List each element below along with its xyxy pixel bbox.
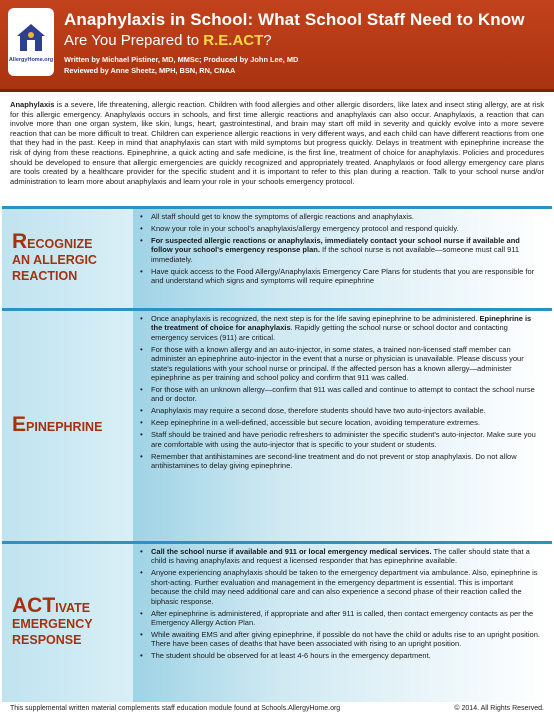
section-content-activate: [133, 544, 548, 702]
bullet-pre: Once anaphylaxis is recognized, the next step is for the life saving epinephrine to be administered.: [151, 314, 480, 323]
section-label-epinephrine: [2, 311, 130, 541]
bullet-bold: For suspected allergic reactions or anaphylaxis, immediately contact your school nurse if available and follow your school's emergency response plan.: [151, 236, 520, 255]
list-item: [145, 267, 542, 286]
page-title: Anaphylaxis in School: What School Staff Need to Know: [64, 10, 525, 29]
section-epinephrine: [2, 308, 552, 541]
bullet-list: [133, 311, 548, 471]
list-item: [145, 314, 542, 342]
label-line3: RESPONSE: [12, 633, 82, 647]
list-item: [145, 547, 542, 566]
section-recognize: [2, 206, 552, 308]
bullet-text: Staff should be trained and have periodic refreshers to administer the specific student's auto-injector. Make sure you are comfortable with using the auto-injector that is specific to your student or students.: [151, 430, 536, 449]
label-rest: IVATE: [55, 601, 91, 615]
list-item: [145, 630, 542, 649]
allergyhome-logo[interactable]: [8, 8, 54, 76]
credit-authors: Written by Michael Pistiner, MD, MMSc; Produced by John Lee, MD: [64, 55, 299, 64]
section-activate: [2, 541, 552, 702]
bullet-text: Know your role in your school's anaphylaxis/allergy emergency protocol and respond quickly.: [151, 224, 459, 233]
bullet-list: [133, 209, 548, 286]
list-item: [145, 212, 542, 221]
credit-reviewer: Reviewed by Anne Sheetz, MPH, BSN, RN, CNAA: [64, 65, 236, 75]
list-item: [145, 651, 542, 660]
label-big-letters: ACT: [12, 594, 56, 617]
bullet-text: Keep epinephrine in a well-defined, accessible but secure location, avoiding temperature extremes.: [151, 418, 480, 428]
footer-note: This supplemental written material complements staff education module found at Schools.AllergyHome.org: [10, 705, 341, 712]
header-banner: [0, 0, 554, 92]
bullet-text: For those with an unknown allergy—confirm that 911 was called and continue to attempt to contact the school nurse and or doctor.: [151, 385, 535, 404]
label-big-letter: R: [12, 229, 28, 253]
logo-text: AllergyHome.org: [8, 57, 54, 63]
bullet-text: Have quick access to the Food Allergy/Anaphylaxis Emergency Care Plans for students that you are responsible for and understand which signs and symptoms will require epinephrine: [151, 266, 535, 286]
bullet-text: After epinephrine is administered, if appropriate and after 911 is called, then contact emergency contacts as per the Emergency Allergy Action Plan.: [151, 608, 534, 628]
bullet-text: For those with a known allergy and an auto-injector, in some states, a trained non-licensed staff member can administer an epinephrine auto-injector in the event that a nurse or physician is unavailable. Please discuss your state's regulations with your school nurse or principal. If the affected person has a known allergy—administer epinephrine as per training and school policy and confirm that 911 was called.: [151, 344, 524, 383]
credits: [64, 55, 298, 76]
label-text-recognize: [12, 229, 97, 284]
section-label-recognize: [2, 209, 130, 308]
bullet-bold: Epinephrine is the treatment of choice for anaphylaxis: [151, 314, 532, 333]
label-rest: ECOGNIZE: [27, 236, 93, 251]
intro-paragraph: [10, 100, 544, 186]
list-item: [145, 345, 542, 383]
page-subtitle: [64, 32, 272, 49]
list-item: [145, 224, 542, 233]
subtitle-prefix: Are You Prepared to: [64, 32, 204, 49]
bullet-text: . Rapidly getting the school nurse or school doctor and contacting emergency services (911) are critical.: [151, 323, 508, 342]
bullet-text: Remember that antihistamines are second-line treatment and do not prevent or stop anaphylaxis. Do not allow antihistamines to delay giving epinephrine.: [151, 451, 517, 471]
bullet-bold: Call the school nurse if available and 911 or local emergency medical services.: [151, 547, 432, 556]
label-line2: AN ALLERGIC: [12, 252, 97, 267]
bullet-text: Anyone experiencing anaphylaxis should be taken to the emergency department via ambulance. Also, epinephrine is short-acting. Further evaluation and management in the emergency department is essential. This is important because the child may need additional care and can also experience a second phase of their reaction called the biphasic response.: [151, 568, 538, 606]
list-item: [145, 609, 542, 628]
bullet-text: The student should be observed for at least 4-6 hours in the emergency department.: [151, 651, 431, 661]
label-line3: REACTION: [12, 268, 78, 283]
footer: [10, 704, 544, 716]
copyright: © 2014. All Rights Reserved.: [454, 705, 544, 712]
section-content-recognize: [133, 209, 548, 308]
list-item: [145, 568, 542, 606]
list-item: [145, 452, 542, 471]
list-item: [145, 406, 542, 415]
intro-text: is a severe, life threatening, allergic reaction. Children with food allergies and other allergic disorders, like latex and insect sting allergy, are at risk for this allergic emergency. Anaphylaxis occurs in schools, and first time allergic reactions and anaphylaxis can also occur. Anaphylaxis, a reaction that can involve more than one organ system, like skin, lungs, heart, gastrointestinal, and brain may start off mild in severity and quickly evolve into a more severe reaction that can be more difficult to treat. Children can experience allergic reactions in very different ways, and each child can have different reactions from one that they had in the past. Keep in mind that anaphylaxis can start with mild symptoms but progress quickly. Delays in treatment with epinephrine increase the risk of dying from these reactions. Epinephrine, a quick acting and safe medicine, is the first line, treatment of choice for anaphylaxis. Policies and procedures should be developed to ensure that allergic emergencies are quickly recognized and appropriately treated. Anaphylaxis or food allergy emergency care plans are tools created by a healthcare provider for the specific student and it is important to refer to this plan during a reaction. Talk to your school nurse and/or administration to learn more about anaphylaxis and learn your role in your schools emergency protocol.: [10, 100, 544, 186]
react-acronym: R.E.ACT: [203, 32, 264, 49]
intro-lead: Anaphylaxis: [10, 100, 55, 109]
section-content-epinephrine: [133, 311, 548, 541]
label-text-activate: [12, 594, 93, 648]
list-item: [145, 418, 542, 427]
bullet-text: Anaphylaxis may require a second dose, therefore students should have two auto-injectors available.: [151, 406, 486, 416]
bullet-text: The caller should state that a child is having anaphylaxis and request a licensed responder that has epinephrine available.: [151, 547, 530, 566]
house-icon: [14, 21, 48, 55]
label-line2: EMERGENCY: [12, 617, 93, 631]
subtitle-suffix: ?: [263, 32, 272, 49]
label-rest: PINEPHRINE: [26, 420, 103, 434]
list-item: [145, 236, 542, 264]
bullet-text: If the school nurse is not available—someone must call 911 immediately.: [151, 245, 520, 264]
label-big-letter: E: [12, 413, 27, 436]
section-label-activate: [2, 544, 130, 702]
bullet-text: While awaiting EMS and after giving epinephrine, if possible do not have the child or adults rise to an upright position. There have been cases of deaths that have been associated with rising to an upright position.: [151, 630, 540, 649]
list-item: [145, 385, 542, 404]
bullet-list: [133, 544, 548, 661]
bullet-text: All staff should get to know the symptoms of allergic reactions and anaphylaxis.: [151, 212, 414, 221]
label-text-epinephrine: [12, 413, 103, 436]
list-item: [145, 430, 542, 449]
